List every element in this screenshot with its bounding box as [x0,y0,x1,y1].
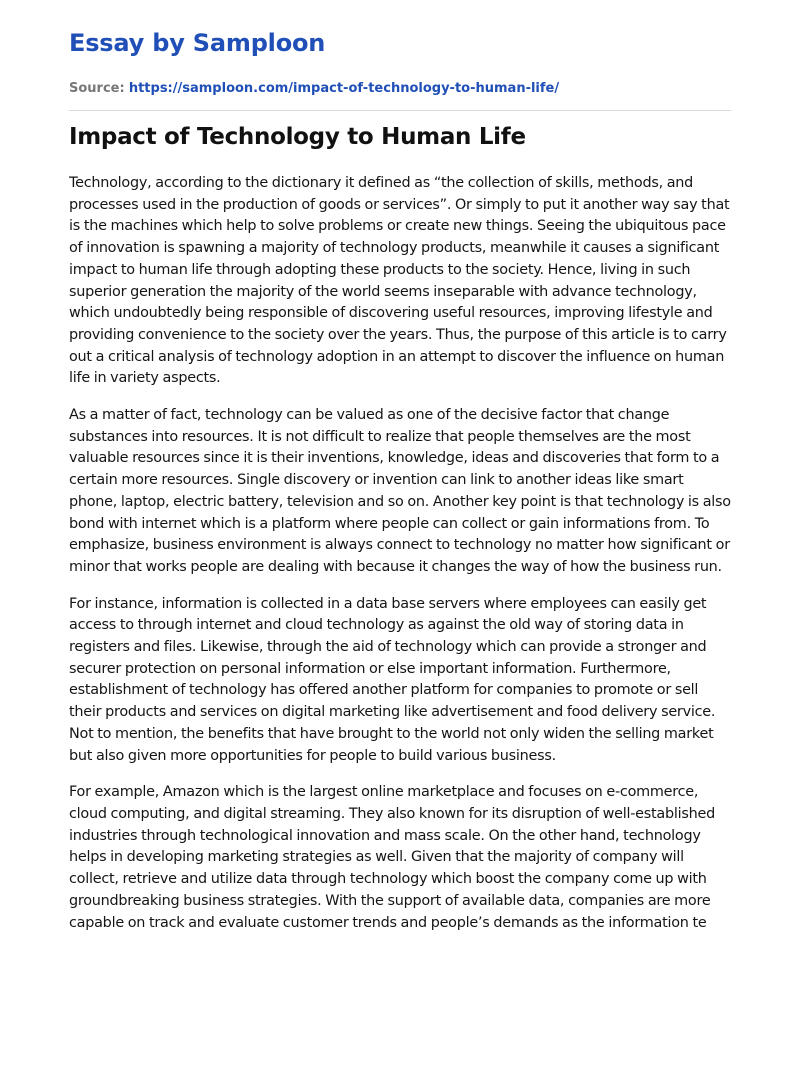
header-divider [69,110,731,111]
article-paragraph: For instance, information is collected in a data base servers where employees can easily get access to through internet and cloud technology as against the old way of storing data in registers and files. Likewise, through the aid of technology which can provide a stronger and securer protection on personal information or else important information. Furthermore, establishment of technology has offered another platform for companies to promote or sell their products and services on digital marketing like advertisement and food delivery service. Not to mention, the benefits that have brought to the world not only widen the selling market but also given more opportunities for people to build various business. [69,595,716,764]
source-label: Source: [69,81,125,96]
page-title: Impact of Technology to Human Life [69,124,526,150]
article-body [69,173,731,1066]
site-brand[interactable]: Essay by Samploon [69,29,326,57]
article-paragraph: Technology, according to the dictionary it defined as “the collection of skills, methods, and processes used in the production of goods or services”. Or simply to put it another way say that is the machines which help to solve problems or create new things. Seeing the ubiquitous pace of innovation is spawning a majority of technology products, meanwhile it causes a significant impact to human life through adopting these products to the society. Hence, living in such superior generation the majority of the world seems inseparable with advance technology, which undoubtedly being responsible of discovering useful resources, improving lifestyle and providing convenience to the society over the years. Thus, the purpose of this article is to carry out a critical analysis of technology adoption in an attempt to discover the influence on human life in variety aspects. [69,175,730,387]
source-line [69,81,559,96]
source-link[interactable]: https://samploon.com/impact-of-technology-to-human-life/ [128,81,560,96]
article-paragraph: For example, Amazon which is the largest online marketplace and focuses on e-commerce, cloud computing, and digital streaming. They also known for its disruption of well-established industries through technological innovation and mass scale. On the other hand, technology helps in developing marketing strategies as well. Given that the majority of company will collect, retrieve and utilize data through technology which boost the company come up with groundbreaking business strategies. With the support of available data, companies are more capable on track and evaluate customer trends and people’s demands as the information te [69,784,715,931]
article-paragraph: As a matter of fact, technology can be valued as one of the decisive factor that change substances into resources. It is not difficult to realize that people themselves are the most valuable resources since it is their inventions, knowledge, ideas and discoveries that form to a certain more resources. Single discovery or invention can link to another ideas like smart phone, laptop, electric battery, television and so on. Another key point is that technology is also bond with internet which is a platform where people can collect or gain informations from. To emphasize, business environment is always connect to technology no matter how significant or minor that works people are dealing with because it changes the way of how the business run. [69,407,731,575]
essay-page [69,0,731,1066]
